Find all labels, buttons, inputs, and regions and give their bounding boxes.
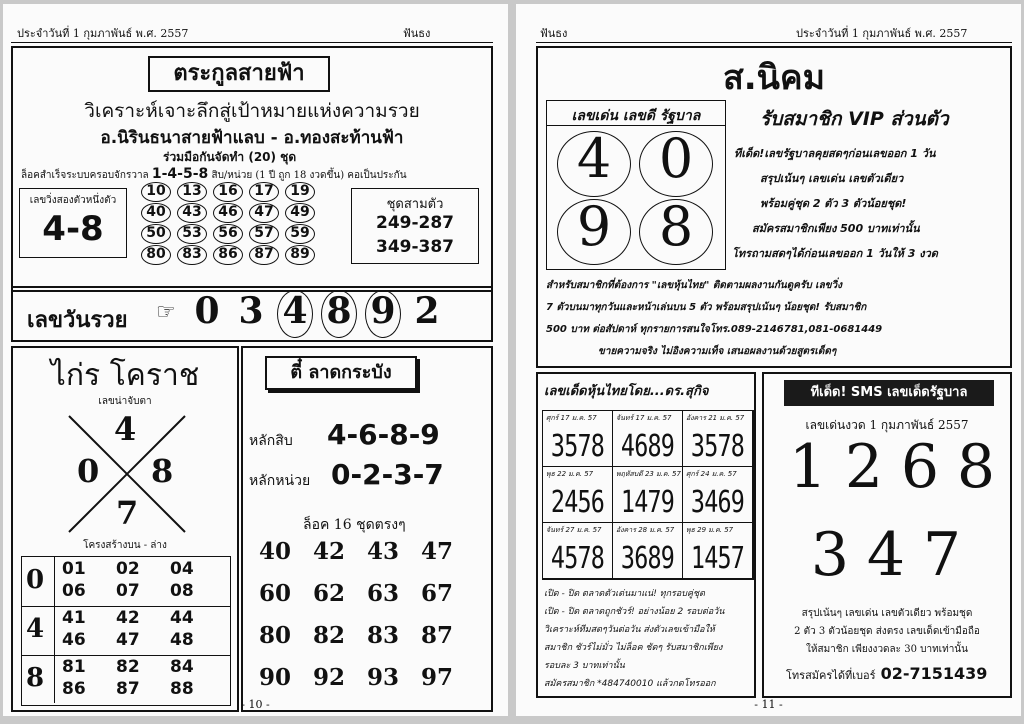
sms-digit: 2 — [844, 432, 884, 502]
lock-number: 87 — [421, 622, 454, 649]
khorat-title: ไก่ร โคราช — [50, 358, 200, 393]
circled-number: 59 — [285, 224, 315, 244]
two-one-value: 4-8 — [42, 209, 104, 249]
lucky-digit: 8 — [326, 290, 352, 332]
circled-number: 89 — [285, 245, 315, 265]
lock-label: ล็อค 16 ชุดตรงๆ — [303, 517, 406, 533]
stock-number: 3689 — [620, 541, 675, 576]
pair-number: 88 — [170, 679, 194, 699]
vip-line-5: โทรถามสดๆได้ก่อนเลขออก 1 วันให้ 3 งวด — [732, 247, 938, 260]
circled-number: 83 — [177, 245, 207, 265]
two-one-label: เลขวิ่งสองตัวหนึ่งตัว — [29, 195, 117, 206]
pairs-table — [21, 556, 231, 706]
stock-cell — [613, 411, 683, 467]
circled-number: 10 — [141, 182, 171, 202]
stock-cell — [543, 411, 613, 467]
stock-cell — [613, 467, 683, 523]
stock-number: 2456 — [550, 485, 605, 520]
vip-heading: รับสมาชิก VIP ส่วนตัว — [760, 108, 949, 130]
stock-number: 4689 — [620, 429, 675, 464]
sms-digit: 3 — [810, 520, 850, 590]
digit-4: 8 — [658, 195, 694, 258]
khorat-section — [11, 346, 239, 712]
stock-line-4: ขายความจริง ไม่อิงความเท็จ เสนอผลงานด้วยสูตรเด็ดๆ — [598, 346, 837, 357]
stock-cell — [683, 523, 753, 579]
left-page — [3, 4, 508, 716]
stock-date: อังคาร 28 ม.ค. 57 — [616, 526, 675, 534]
stock-number: 1479 — [620, 485, 675, 520]
sms-digit: 4 — [866, 520, 906, 590]
pair-number: 86 — [62, 679, 86, 699]
page-number: - 11 - — [754, 698, 783, 711]
lock-number: 43 — [367, 538, 400, 565]
tee-section — [241, 346, 493, 712]
joint-note: ร่วมมือกันจัดทำ (20) ชุด — [163, 150, 297, 164]
header-name: ฟันธง — [403, 27, 431, 40]
stock-date: อังคาร 21 ม.ค. 57 — [686, 414, 745, 422]
circled-number: 80 — [141, 245, 171, 265]
units-value: 0-2-3-7 — [331, 458, 444, 491]
circled-number: 43 — [177, 203, 207, 223]
circled-number: 87 — [249, 245, 279, 265]
tens-label: หลักสิบ — [249, 433, 293, 449]
lucky-digit: 2 — [414, 290, 440, 332]
stock-line-1: สำหรับสมาชิกที่ต้องการ "เลขหุ้นไทย" ติดตามผลงานกันดูครับ เลขวิ่ง — [546, 280, 843, 291]
pair-number: 87 — [116, 679, 140, 699]
lucky-digit: 3 — [238, 290, 264, 332]
vip-line-3: พร้อมคู่ชุด 2 ตัว 3 ตัวน้อยชุด! — [760, 197, 907, 210]
nikhom-title: ส.นิคม — [722, 58, 826, 98]
digits-tag: เลขเด่น เลขดี รัฐบาล — [571, 108, 701, 124]
stock-cell — [683, 411, 753, 467]
stock-foot-line: เปิด - ปิด ตลาดตัวเด่นมาแน่! ทุกรอบคู่ชุด — [544, 589, 705, 599]
pairs-lead: 0 — [26, 565, 45, 595]
pair-number: 48 — [170, 630, 194, 650]
lucky-digit: 9 — [370, 290, 396, 332]
sms-foot-3: ให้สมาชิก เพียงงวดละ 30 บาทเท่านั้น — [806, 644, 968, 655]
stats-suffix: สิบ/หน่วย (1 ปี ถูก 18 งวดขึ้น) คอเป็นประกัน — [211, 170, 407, 181]
circled-number: 40 — [141, 203, 171, 223]
pair-number: 06 — [62, 581, 86, 601]
circled-number: 57 — [249, 224, 279, 244]
circled-number: 49 — [285, 203, 315, 223]
lucky-digit: 4 — [282, 290, 308, 332]
circled-number: 86 — [213, 245, 243, 265]
circled-number: 50 — [141, 224, 171, 244]
stock-number: 1457 — [690, 541, 745, 576]
circled-number: 16 — [213, 182, 243, 202]
stock-foot-line: สมัครสมาชิก *484740010 แล้วกดโทรออก — [544, 679, 716, 689]
header-name: ฟันธง — [540, 27, 568, 40]
pairs-lead: 8 — [26, 663, 45, 693]
pair-number: 81 — [62, 657, 86, 677]
stock-date: ศุกร์ 24 ม.ค. 57 — [686, 470, 737, 478]
lock-number: 93 — [367, 664, 400, 691]
sms-digit: 8 — [956, 432, 996, 502]
header-date: ประจำวันที่ 1 กุมภาพันธ์ พ.ศ. 2557 — [17, 27, 189, 40]
title-box — [148, 56, 330, 92]
stock-date: ศุกร์ 17 ม.ค. 57 — [546, 414, 597, 422]
pair-number: 08 — [170, 581, 194, 601]
pairs-lead: 4 — [26, 614, 45, 644]
tee-title-box — [265, 356, 417, 390]
pair-number: 02 — [116, 559, 140, 579]
lock-number: 63 — [367, 580, 400, 607]
circled-number: 56 — [213, 224, 243, 244]
pair-number: 46 — [62, 630, 86, 650]
vip-line-4: สมัครสมาชิกเพียง 500 บาทเท่านั้น — [752, 222, 920, 235]
lock-number: 67 — [421, 580, 454, 607]
stock-date: พฤหัสบดี 23 ม.ค. 57 — [616, 470, 681, 478]
circled-number: 13 — [177, 182, 207, 202]
circled-number: 19 — [285, 182, 315, 202]
sms-phone-line — [786, 664, 987, 684]
lock-number: 62 — [313, 580, 346, 607]
stock-number: 4578 — [550, 541, 605, 576]
sms-foot-1: สรุปเน้นๆ เลขเด่น เลขตัวเดียว พร้อมชุด — [801, 608, 973, 619]
lock-number: 40 — [259, 538, 292, 565]
vip-line-2: สรุปเน้นๆ เลขเด่น เลขตัวเดียว — [760, 172, 904, 185]
circled-number: 17 — [249, 182, 279, 202]
sms-phone-label: โทรสมัครได้ที่เบอร์ — [786, 669, 876, 682]
three-value-2: 349-387 — [375, 237, 455, 257]
pair-number: 01 — [62, 559, 86, 579]
circled-number: 53 — [177, 224, 207, 244]
stock-line-3: 500 บาท ต่อสัปดาห์ ทุกรายการสนใจโทร.089-2146781,081-0681449 — [546, 324, 883, 335]
cross-top: 4 — [114, 410, 137, 448]
sms-section — [762, 372, 1012, 698]
stock-date: พุธ 22 ม.ค. 57 — [546, 470, 594, 478]
nikhom-section — [536, 46, 1012, 368]
stock-number: 3469 — [690, 485, 745, 520]
lucky-label: เลขวันรวย — [27, 308, 128, 333]
two-one-box — [19, 188, 127, 258]
stock-cell — [683, 467, 753, 523]
stock-section — [536, 372, 756, 698]
sms-phone: 02-7151439 — [880, 664, 988, 683]
stock-grid — [542, 410, 754, 580]
digit-1: 4 — [576, 127, 612, 190]
lock-number: 82 — [313, 622, 346, 649]
stats-line — [21, 166, 407, 183]
sms-digit: 6 — [900, 432, 940, 502]
digit-3: 9 — [576, 195, 612, 258]
three-box — [351, 188, 479, 264]
page-number: - 10 - — [241, 698, 270, 711]
khorat-footnote: โครงสร้างบน - ล่าง — [83, 540, 167, 551]
header-rule — [536, 42, 1012, 43]
digits-box — [546, 100, 726, 270]
lucky-section — [11, 286, 493, 342]
tens-value: 4-6-8-9 — [327, 418, 440, 451]
right-page — [516, 4, 1021, 716]
sms-foot-2: 2 ตัว 3 ตัวน้อยชุด ส่งตรง เลขเด็ดเข้ามือถือ — [794, 626, 980, 637]
lock-number: 42 — [313, 538, 346, 565]
header-rule — [11, 42, 493, 43]
stock-foot-line: สมาชิก ชัวร์ไม่มั่ว ไม่ล็อค ชัดๆ รับสมาชิกเพียง — [544, 643, 723, 653]
digit-2: 0 — [658, 127, 694, 190]
pair-number: 42 — [116, 608, 140, 628]
stock-foot-line: เปิด - ปิด ตลาดถูกชัวร์! อย่างน้อย 2 รอบต่อวัน — [544, 607, 725, 617]
stock-date: จันทร์ 17 ม.ค. 57 — [616, 414, 672, 422]
cross-left: 0 — [77, 452, 100, 490]
stock-foot-line: รอบละ 3 บาทเท่านั้น — [544, 661, 625, 671]
lock-number: 47 — [421, 538, 454, 565]
pair-number: 47 — [116, 630, 140, 650]
units-label: หลักหน่วย — [249, 473, 311, 489]
stock-foot-line: วิเคราะห์ทีมสดๆวันต่อวัน ส่งตัวเลขเข้ามือให้ — [544, 625, 715, 635]
stock-date: จันทร์ 27 ม.ค. 57 — [546, 526, 602, 534]
pair-number: 44 — [170, 608, 194, 628]
lock-number: 97 — [421, 664, 454, 691]
sms-date: เลขเด่นงวด 1 กุมภาพันธ์ 2557 — [805, 418, 969, 432]
lock-number: 92 — [313, 664, 346, 691]
pair-number: 82 — [116, 657, 140, 677]
circled-number: 47 — [249, 203, 279, 223]
stock-line-2: 7 ตัวบนมาทุกวันและหน้าเล่นบน 5 ตัว พร้อมสรุปเน้นๆ น้อยชุด! รับสมาชิก — [546, 302, 867, 313]
stock-number: 3578 — [690, 429, 745, 464]
section-title: ตระกูลสายฟ้า — [173, 61, 305, 86]
sms-digit: 7 — [922, 520, 962, 590]
sms-title: ทีเด็ด! SMS เลขเด็ดรัฐบาล — [784, 380, 994, 406]
lucky-digit: 0 — [194, 290, 220, 332]
pair-number: 84 — [170, 657, 194, 677]
section-subtitle: วิเคราะห์เจาะลึกสู่เป้าหมายแห่งความรวย — [84, 100, 420, 122]
circled-number: 46 — [213, 203, 243, 223]
lock-number: 60 — [259, 580, 292, 607]
three-label: ชุดสามตัว — [386, 197, 444, 212]
cross-bottom: 7 — [116, 494, 139, 532]
stats-prefix: ล็อคสำเร็จระบบครอบจักรวาล — [21, 170, 149, 181]
tee-title: ตี๋ ลาดกระบัง — [290, 362, 392, 383]
stats-numbers: 1-4-5-8 — [151, 166, 209, 182]
stock-cell — [543, 523, 613, 579]
vip-line-1: ทีเด็ด!เลขรัฐบาลคุยสดๆก่อนเลขออก 1 วัน — [734, 147, 936, 160]
pair-number: 41 — [62, 608, 86, 628]
stock-title: เลขเด็ดหุ้นไทยโดย...ดร.สุกิจ — [544, 384, 709, 399]
pair-number: 04 — [170, 559, 194, 579]
khorat-subtitle: เลขน่าจับตา — [98, 396, 152, 407]
cross-right: 8 — [151, 452, 174, 490]
stock-date: พุธ 29 ม.ค. 57 — [686, 526, 734, 534]
pointing-hand-icon: ☞ — [156, 300, 176, 325]
pair-number: 07 — [116, 581, 140, 601]
stock-number: 3578 — [550, 429, 605, 464]
tragoon-section — [11, 46, 493, 292]
sms-digit: 1 — [788, 432, 828, 502]
three-value-1: 249-287 — [375, 213, 455, 233]
lock-number: 83 — [367, 622, 400, 649]
lock-number: 80 — [259, 622, 292, 649]
lock-number: 90 — [259, 664, 292, 691]
pairs-divider — [54, 557, 55, 703]
tag-rule — [547, 125, 725, 126]
header-date: ประจำวันที่ 1 กุมภาพันธ์ พ.ศ. 2557 — [796, 27, 968, 40]
stock-cell — [543, 467, 613, 523]
authors: อ.นิรินธนาสายฟ้าแลบ - อ.ทองสะท้านฟ้า — [100, 128, 404, 148]
stock-cell — [613, 523, 683, 579]
